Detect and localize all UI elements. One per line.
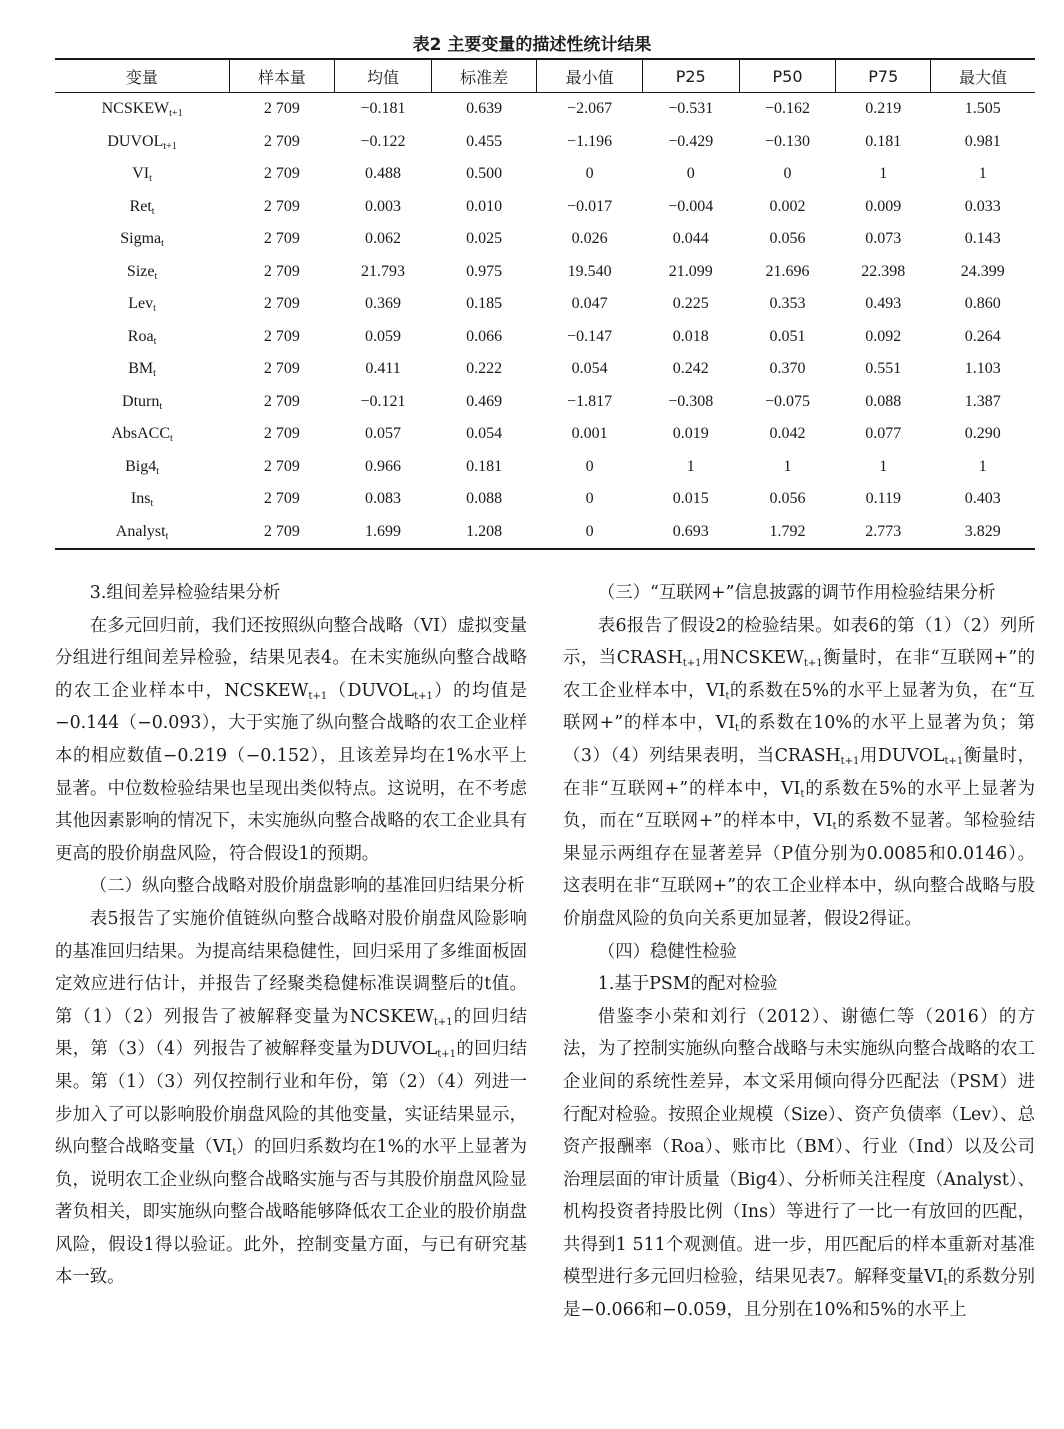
right-text-column — [563, 577, 1035, 1327]
table-cell: 2 709 — [263, 165, 300, 183]
table-cell: 19.540 — [567, 262, 612, 280]
table-cell: 0.003 — [365, 197, 402, 215]
table-cell: 0.500 — [466, 165, 503, 183]
table-cell: 1.208 — [431, 516, 536, 550]
table-cell: 0.033 — [964, 197, 1001, 215]
table-cell: 0.054 — [466, 425, 503, 443]
table-header-row — [55, 59, 1035, 93]
table-row — [55, 256, 1035, 289]
table-row — [55, 288, 1035, 321]
section-heading: （四）稳健性检验 — [597, 941, 737, 962]
table-cell: 0.403 — [964, 490, 1001, 508]
table-row — [55, 353, 1035, 386]
table-cell: 0.019 — [672, 425, 709, 443]
left-text-column — [55, 577, 527, 1294]
table-cell: −0.429 — [668, 132, 714, 150]
variable-name: Ret$_t$ — [129, 197, 155, 217]
table-cell: 1.699 — [335, 516, 432, 550]
table-cell: 2 709 — [263, 230, 300, 248]
column-header: 均值 — [335, 59, 432, 93]
table-cell: 1 — [686, 457, 695, 475]
table-row — [55, 158, 1035, 191]
table-cell: 0 — [783, 165, 792, 183]
table-cell: 0.026 — [571, 230, 608, 248]
table-cell: 0.054 — [571, 360, 608, 378]
table-cell: 1.792 — [739, 516, 836, 550]
table-cell: 0.975 — [466, 262, 503, 280]
table-row — [55, 126, 1035, 159]
table-cell: 2 709 — [263, 327, 300, 345]
table-cell: 2 709 — [263, 425, 300, 443]
table-cell: 21.696 — [765, 262, 810, 280]
table-cell: 0.066 — [466, 327, 503, 345]
table-row — [55, 93, 1035, 126]
table-cell: 1 — [879, 165, 888, 183]
table-cell: 2 709 — [263, 132, 300, 150]
body-paragraph: 在多元回归前，我们还按照纵向整合战略（VI）虚拟变量分组进行组间差异检验，结果见表4。在未实施纵向整合战略的农工企业样本中，$NCSKEW_{t+1}(DUVOL_{t+1})$的均值是−0.144（−0.093），大于实施了纵向整合战略的农工企业样本的相应数值−0.219（−0.152），且该差异均在1%水平上显著。中位数检验结果也呈现出类似特点。这说明，在不考虑其他因素影响的情况下，未实施纵向整合战略的农工企业具有更高的股价崩盘风险，符合假设1的预期。 — [55, 615, 527, 864]
table-cell: 0.042 — [769, 425, 806, 443]
table-cell: 0.411 — [365, 360, 401, 378]
variable-name: $NCSKEW_{t+1}$ — [101, 100, 183, 120]
column-header: 最大值 — [931, 59, 1035, 93]
table-cell: 0.370 — [769, 360, 806, 378]
table-cell: −0.004 — [668, 197, 714, 215]
table-cell: 0.025 — [466, 230, 503, 248]
table-cell: −2.067 — [567, 100, 613, 118]
variable-name: Size$_t$ — [126, 262, 158, 282]
column-header: 最小值 — [537, 59, 642, 93]
table-cell: 2 709 — [263, 457, 300, 475]
table-cell: 0.242 — [672, 360, 709, 378]
table-cell: 2 709 — [263, 100, 300, 118]
table-cell: 0 — [585, 490, 594, 508]
descriptive-stats-table — [55, 58, 1035, 550]
table-cell: 0.181 — [865, 132, 902, 150]
table-cell: 2 709 — [263, 295, 300, 313]
table-cell: 0.353 — [769, 295, 806, 313]
table-cell: 2.773 — [836, 516, 931, 550]
table-cell: −0.308 — [668, 392, 714, 410]
table-cell: −0.130 — [765, 132, 811, 150]
table-cell: 21.793 — [361, 262, 406, 280]
table-cell: 0.981 — [964, 132, 1001, 150]
table-cell: 1.505 — [964, 100, 1001, 118]
body-paragraph: 表5报告了实施价值链纵向整合战略对股价崩盘风险影响的基准回归结果。为提高结果稳健性，回归采用了多维面板固定效应进行估计，并报告了经聚类稳健标准误调整后的t值。第（1）（2）列报告了被解释变量为$NCSKEW_{t+1}$的回归结果，第（3）（4）列报告了被解释变量为$DUVOL_{t+1}$的回归结果。第（1）（3）列仅控制行业和年份，第（2）（4）列进一步加入了可以影响股价崩盘风险的其他变量，实证结果显示，纵向整合战略变量$(VI_t)$的回归系数均在1%的水平上显著为负，说明农工企业纵向整合战略实施与否与其股价崩盘风险显著负相关，即实施纵向整合战略能够降低农工企业的股价崩盘风险，假设1得以验证。此外，控制变量方面，与已有研究基本一致。 — [55, 908, 527, 1288]
table-cell: 24.399 — [960, 262, 1005, 280]
table-cell: −0.531 — [668, 100, 714, 118]
table-cell: 0.056 — [769, 490, 806, 508]
table-cell: 0.369 — [365, 295, 402, 313]
table-cell: 0.077 — [865, 425, 902, 443]
table-cell: 0.088 — [865, 392, 902, 410]
variable-name: Dturn$_t$ — [122, 392, 163, 412]
table-row — [55, 516, 1035, 550]
table-cell: 0 — [686, 165, 695, 183]
table-cell: 0.143 — [964, 230, 1001, 248]
table-cell: 0.119 — [865, 490, 901, 508]
table-row — [55, 418, 1035, 451]
table-row — [55, 451, 1035, 484]
table-cell: −0.147 — [567, 327, 613, 345]
table-cell: 1.103 — [964, 360, 1001, 378]
table-cell: 0.693 — [642, 516, 739, 550]
table-cell: −0.162 — [765, 100, 811, 118]
table-cell: 22.398 — [861, 262, 906, 280]
column-header: P50 — [739, 59, 836, 93]
table-cell: 0.469 — [466, 392, 503, 410]
table-cell: 2 709 — [229, 516, 334, 550]
table-cell: 2 709 — [263, 197, 300, 215]
table-cell: 0.059 — [365, 327, 402, 345]
table-cell: 0.062 — [365, 230, 402, 248]
table-cell: 0.044 — [672, 230, 709, 248]
column-header: 标准差 — [431, 59, 536, 93]
table-cell: 0.493 — [865, 295, 902, 313]
table-row — [55, 223, 1035, 256]
table-cell: 0.057 — [365, 425, 402, 443]
table-cell: 0.225 — [672, 295, 709, 313]
table-cell: 0.222 — [466, 360, 503, 378]
table-cell: 0.015 — [672, 490, 709, 508]
table-cell: −0.181 — [360, 100, 406, 118]
column-header: 变量 — [55, 59, 229, 93]
table-cell: 0.073 — [865, 230, 902, 248]
table-cell: 0.018 — [672, 327, 709, 345]
table-row — [55, 483, 1035, 516]
table-cell: 0 — [585, 165, 594, 183]
table-cell: 0.264 — [964, 327, 1001, 345]
table-cell: 0.219 — [865, 100, 902, 118]
table-cell: −0.017 — [567, 197, 613, 215]
body-paragraph: 表6报告了假设2的检验结果。如表6的第（1）（2）列所示，当$CRASH_{t+1}$用$NCSKEW_{t+1}$衡量时，在非“互联网+”的农工企业样本中，$VI_t$的系数在5%的水平上显著为负，在“互联网+”的样本中，$VI_t$的系数在10%的水平上显著为负；第（3）（4）列结果表明，当$CRASH_{t+1}$用$DUVOL_{t+1}$衡量时，在非“互联网+”的样本中，$VI_t$的系数在5%的水平上显著为负，而在“互联网+”的样本中，$VI_t$的系数不显著。邹检验结果显示两组存在显著差异（P值分别为0.0085和0.0146）。这表明在非“互联网+”的农工企业样本中，纵向整合战略与股价崩盘风险的负向关系更加显著，假设2得证。 — [563, 615, 1035, 929]
table-caption: 表2 主要变量的描述性统计结果 — [412, 35, 652, 55]
variable-name: Analyst$_t$ — [55, 516, 229, 550]
table-cell: 1 — [978, 165, 987, 183]
table-cell: −0.121 — [360, 392, 406, 410]
column-header: P75 — [836, 59, 931, 93]
table-cell: 0.551 — [865, 360, 902, 378]
table-cell: 1 — [879, 457, 888, 475]
table-cell: 1.387 — [964, 392, 1001, 410]
table-cell: 2 709 — [263, 392, 300, 410]
table-cell: 0.088 — [466, 490, 503, 508]
column-header: 样本量 — [229, 59, 334, 93]
variable-name: $VI_t$ — [132, 165, 152, 185]
section-heading: 3.组间差异检验结果分析 — [89, 583, 281, 603]
table-cell: 0.181 — [466, 457, 503, 475]
table-cell: 0 — [585, 457, 594, 475]
variable-name: Ins$_t$ — [130, 490, 154, 510]
table-cell: 3.829 — [931, 516, 1035, 550]
table-cell: −0.122 — [360, 132, 406, 150]
table-cell: 0.455 — [466, 132, 503, 150]
table-row — [55, 191, 1035, 224]
table-cell: −1.817 — [567, 392, 613, 410]
column-header: P25 — [642, 59, 739, 93]
section-heading: （二）纵向整合战略对股价崩盘影响的基准回归结果分析 — [89, 876, 525, 897]
table-cell: 0.001 — [571, 425, 608, 443]
table-cell: 21.099 — [668, 262, 713, 280]
table-cell: 0.056 — [769, 230, 806, 248]
table-cell: 2 709 — [263, 360, 300, 378]
table-cell: 1 — [783, 457, 792, 475]
table-cell: 0.185 — [466, 295, 503, 313]
body-paragraph: 借鉴李小荣和刘行（2012）、谢德仁等（2016）的方法，为了控制实施纵向整合战略与未实施纵向整合战略的农工企业间的系统性差异，本文采用倾向得分匹配法（PSM）进行配对检验。按照企业规模（Size）、资产负债率（Lev）、总资产报酬率（Roa）、账市比（BM）、行业（Ind）以及公司治理层面的审计质量（Big4）、分析师关注程度（Analyst）、机构投资者持股比例（Ins）等进行了一比一有放回的匹配，共得到1 511个观测值。进一步，用匹配后的样本重新对基准模型进行多元回归检验，结果见表7。解释变量$VI_t$的系数分别是−0.066和−0.059，且分别在10%和5%的水平上 — [563, 1006, 1035, 1321]
section-heading: 1.基于PSM的配对检验 — [597, 974, 778, 995]
section-heading: （三）“互联网+”信息披露的调节作用检验结果分析 — [597, 583, 996, 603]
table-row — [55, 321, 1035, 354]
table-cell: −1.196 — [567, 132, 613, 150]
table-cell: 0.051 — [769, 327, 806, 345]
variable-name: Sigma$_t$ — [120, 230, 164, 250]
table-cell: 0.860 — [964, 295, 1001, 313]
table-cell: 0 — [537, 516, 642, 550]
variable-name: Lev$_t$ — [128, 295, 156, 315]
table-row — [55, 386, 1035, 419]
table-cell: 0.639 — [466, 100, 503, 118]
table-body — [55, 93, 1035, 550]
table-cell: 0.047 — [571, 295, 608, 313]
table-cell: 2 709 — [263, 262, 300, 280]
variable-name: $DUVOL_{t+1}$ — [107, 132, 177, 152]
table-cell: 0.092 — [865, 327, 902, 345]
table-cell: 0.010 — [466, 197, 503, 215]
table-cell: 0.488 — [365, 165, 402, 183]
table-cell: 0.966 — [365, 457, 402, 475]
table-cell: 1 — [978, 457, 987, 475]
table-cell: −0.075 — [765, 392, 811, 410]
variable-name: AbsACC$_t$ — [111, 425, 173, 445]
variable-name: Roa$_t$ — [127, 327, 157, 347]
variable-name: $Big4_t$ — [125, 457, 160, 477]
table-cell: 0.290 — [964, 425, 1001, 443]
variable-name: $BM_t$ — [128, 360, 156, 380]
table-cell: 0.002 — [769, 197, 806, 215]
table-cell: 0.009 — [865, 197, 902, 215]
table-cell: 2 709 — [263, 490, 300, 508]
table-cell: 0.083 — [365, 490, 402, 508]
